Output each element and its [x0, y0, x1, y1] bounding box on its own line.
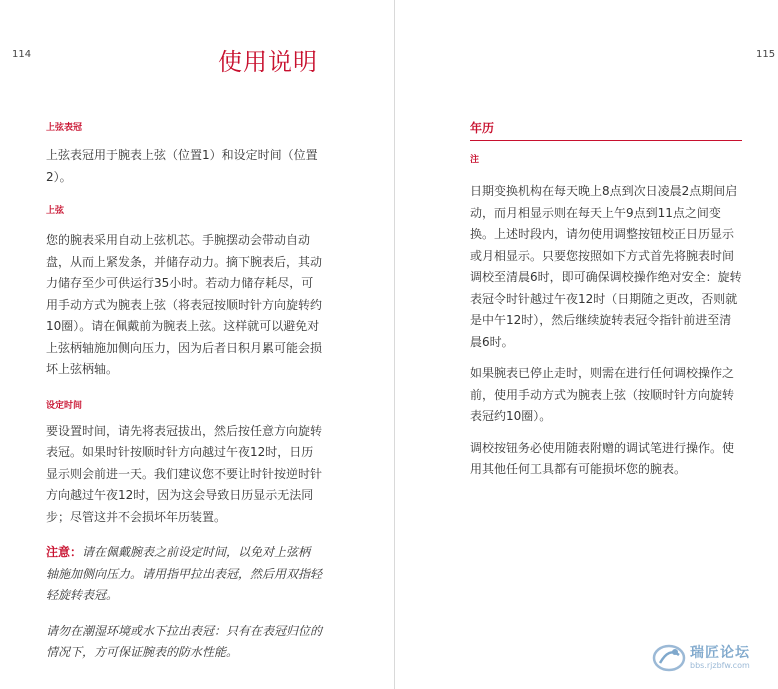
calendar-paragraph-1: 日期变换机构在每天晚上8点到次日凌晨2点期间启动，而月相显示则在每天上午9点到11点之间变换。上述时段内，请勿使用调整按钮校正日历显示或月相显示。只要您按照如下方式首先将腕表时间调校至清晨6时，即可确保调校操作绝对安全：旋转表冠令时针越过午夜12时（日期随之更改，否则就是中午12时），然后继续旋转表冠令指针前进至清晨6时。: [470, 184, 742, 349]
note-text: 请在佩戴腕表之前设定时间，以免对上弦柄轴施加侧向压力。请用指甲拉出表冠，然后用双指轻轻旋转表冠。: [46, 545, 323, 602]
page-number-right: 115: [756, 49, 776, 60]
note-label: 注意：: [46, 545, 83, 559]
watermark-text: [690, 645, 750, 671]
crown-heading: 上弦表冠: [46, 123, 83, 133]
winding-paragraph: 您的腕表采用自动上弦机芯。手腕摆动会带动自动盘，从而上紧发条，并储存动力。摘下腕表后，其动力储存至少可供运行35小时。若动力储存耗尽，可用手动方式为腕表上弦（将表冠按顺时针方向旋转约10圈）。请在佩戴前为腕表上弦。这样就可以避免对上弦柄轴施加侧向压力，因为后者日积月累可能会损坏上弦柄轴。: [46, 233, 323, 376]
calendar-paragraph-3: 调校按钮务必使用随表附赠的调试笔进行操作。使用其他任何工具都有可能损坏您的腕表。: [470, 440, 735, 476]
right-column: [470, 120, 742, 481]
time-setting-heading: 设定时间: [46, 400, 83, 411]
section-title-calendar: 年历: [470, 120, 742, 141]
left-column: [46, 121, 322, 664]
page-title: 使用说明: [218, 48, 318, 76]
note-heading: 注: [470, 155, 480, 165]
time-setting-paragraph: 要设置时间，请先将表冠拔出，然后按任意方向旋转表冠。如果时针按顺时针方向越过午夜12时，日历显示则会前进一天。我们建议您不要让时针按逆时针方向越过午夜12时，因为这会导致日历显示无法同步；尽管这并不会损坏年历装置。: [46, 423, 323, 524]
crown-paragraph: 上弦表冠用于腕表上弦（位置1）和设定时间（位置2）。: [46, 148, 318, 184]
watermark-title: 瑞匠论坛: [690, 645, 750, 661]
page-number-left: 114: [12, 49, 32, 60]
right-page: [396, 0, 778, 689]
forum-logo-icon: [652, 643, 686, 673]
watermark-url: bbs.rjzbfw.com: [690, 661, 750, 670]
note-paragraph: [46, 542, 322, 607]
winding-heading: 上弦: [46, 206, 65, 216]
calendar-paragraph-2: 如果腕表已停止走时，则需在进行任何调校操作之前，使用手动方式为腕表上弦（按顺时针方向旋转表冠约10圈）。: [470, 366, 735, 423]
warning-paragraph: 请勿在潮湿环境或水下拉出表冠：只有在表冠归位的情况下，方可保证腕表的防水性能。: [46, 623, 323, 659]
book-spine-divider: [394, 0, 395, 689]
forum-watermark: [652, 636, 768, 680]
